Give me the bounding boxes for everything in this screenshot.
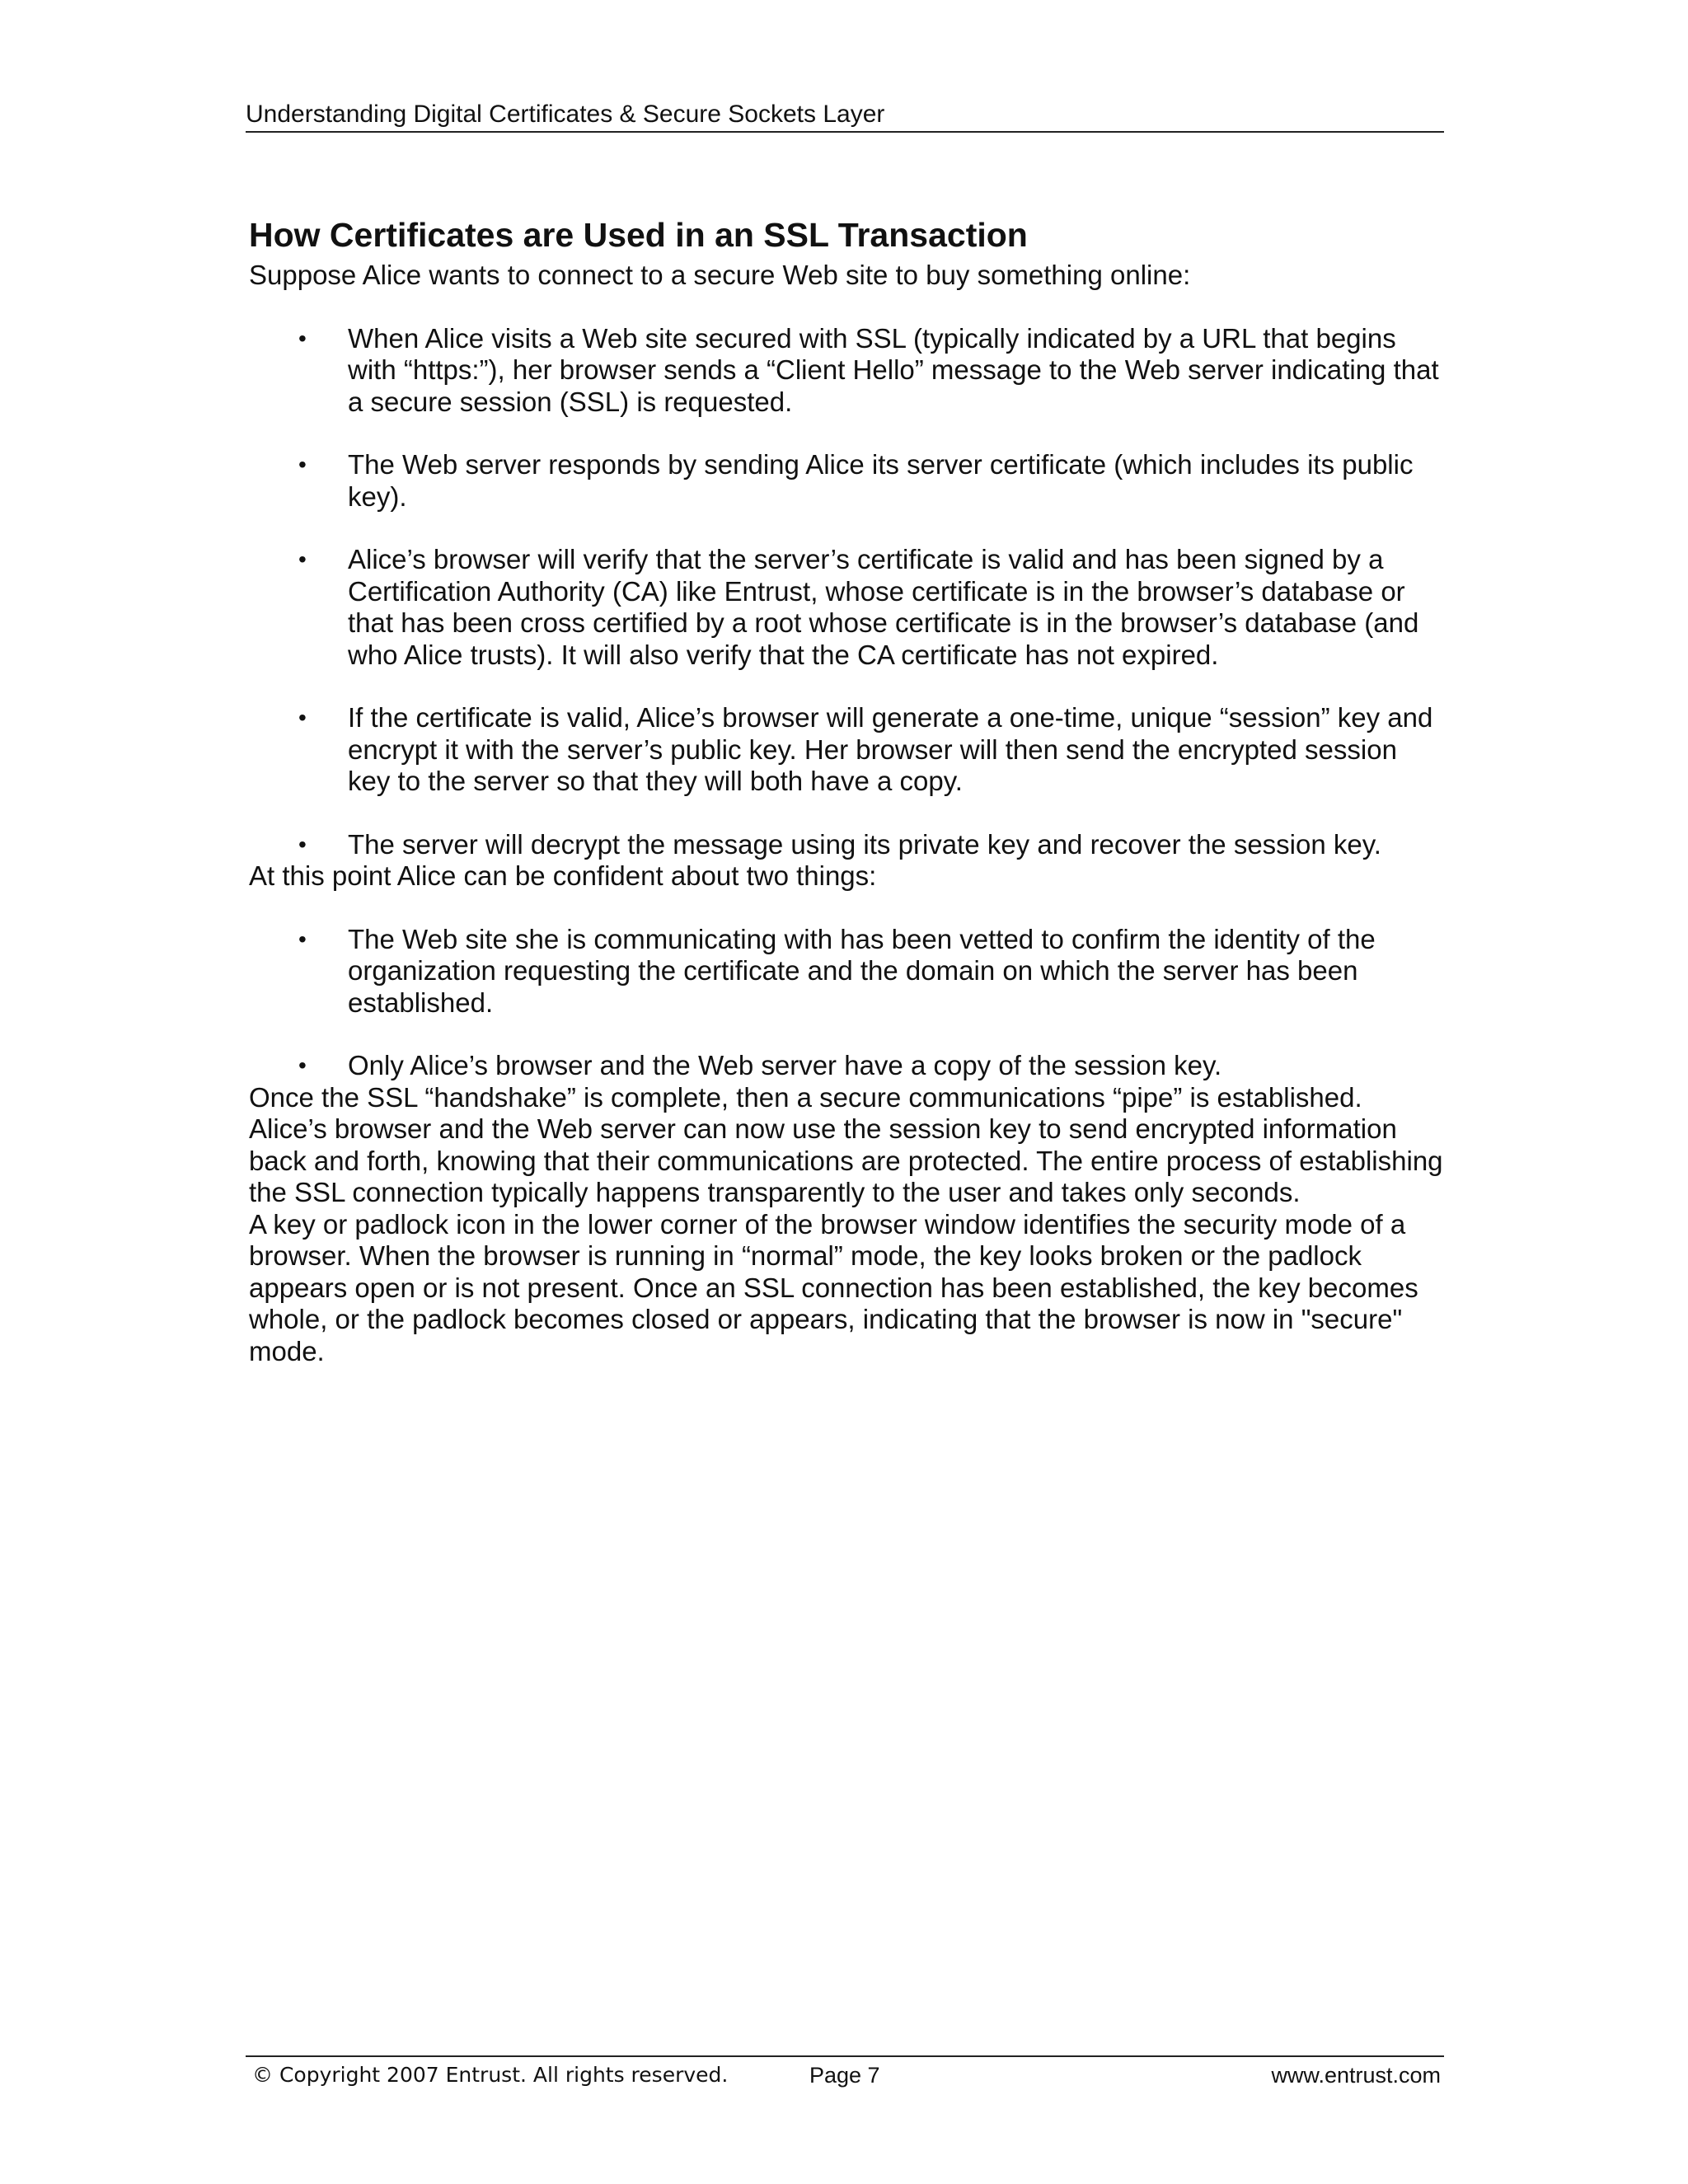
padlock-paragraph: A key or padlock icon in the lower corner of the browser window identifies the security mode of a browser. When the browser is running in “normal” mode, the key looks broken or the padlock appears open or is not present. Once an SSL connection has been established, the key becomes whole, or the padlock becomes closed or appears, indicating that the browser is now in "secure" mode.: [249, 1208, 1418, 1366]
list-item-text: When Alice visits a Web site secured with SSL (typically indicated by a URL that begins with “https:”), her browser sends a “Client Hello” message to the Web server indicating that a secure session (SSL) is requested.: [348, 322, 1439, 417]
bullet-icon: •: [298, 325, 307, 351]
list-item: [249, 544, 1444, 671]
page-number: Page 7: [809, 2063, 880, 2088]
bullet-icon: •: [298, 705, 307, 730]
list-item-text: Alice’s browser will verify that the server’s certificate is valid and has been signed by a Certification Authority (CA) like Entrust, whose certificate is in the browser’s database or that has been cross certified by a root whose certificate is in the browser’s database (and who Alice trusts). It will also verify that the CA certificate has not expired.: [348, 544, 1419, 670]
bullet-icon: •: [298, 926, 307, 952]
list-item: [249, 449, 1444, 513]
bullet-icon: •: [298, 1052, 307, 1078]
bullet-icon: •: [298, 452, 307, 477]
list-item-text: The Web site she is communicating with has been vetted to confirm the identity of the organization requesting the certificate and the domain on which the server has been established.: [348, 923, 1376, 1018]
list-item: [249, 323, 1444, 419]
confidence-list: [249, 924, 1444, 1082]
list-item: [249, 924, 1444, 1019]
ssl-steps-list: [249, 323, 1444, 861]
handshake-paragraph: Once the SSL “handshake” is complete, then a secure communications “pipe” is established. Alice’s browser and the Web server can now use the session key to send encrypted information back and forth, knowing that their communications are protected. The entire process of establishing the SSL connection typically happens transparently to the user and takes only seconds.: [249, 1081, 1443, 1207]
page-body: [249, 210, 1444, 1367]
running-header: Understanding Digital Certificates & Secure Sockets Layer: [246, 98, 1444, 133]
section-title: How Certificates are Used in an SSL Transaction: [249, 216, 1028, 254]
confidence-intro-paragraph: At this point Alice can be confident about two things:: [249, 860, 877, 891]
copyright-text: © Copyright 2007 Entrust. All rights reserved.: [252, 2063, 729, 2087]
list-item-text: If the certificate is valid, Alice’s browser will generate a one-time, unique “session” key and encrypt it with the server’s public key. Her browser will then send the encrypted session key to the server so that they will both have a copy.: [348, 702, 1433, 796]
intro-paragraph: Suppose Alice wants to connect to a secure Web site to buy something online:: [249, 260, 1191, 290]
bullet-icon: •: [298, 546, 307, 572]
website-text: www.entrust.com: [1271, 2063, 1441, 2088]
list-item-text: The Web server responds by sending Alice its server certificate (which includes its public key).: [348, 449, 1414, 512]
running-footer: [246, 2055, 1444, 2088]
list-item: [249, 1050, 1444, 1082]
list-item-text: Only Alice’s browser and the Web server have a copy of the session key.: [348, 1050, 1222, 1080]
list-item: [249, 702, 1444, 798]
list-item-text: The server will decrypt the message using its private key and recover the session key.: [348, 828, 1381, 860]
bullet-icon: •: [298, 831, 307, 857]
list-item: [249, 829, 1444, 861]
